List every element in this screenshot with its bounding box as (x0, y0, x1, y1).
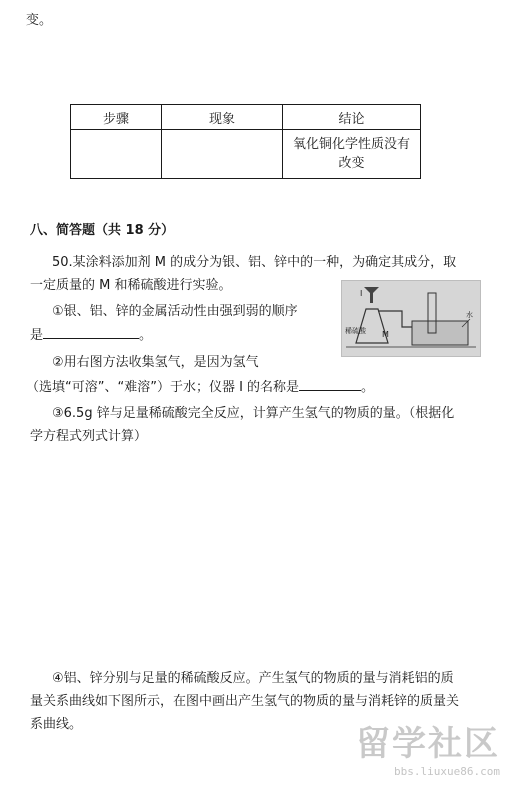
q50-part1-line1: ①银、铝、锌的金属活动性由强到弱的顺序 (52, 304, 298, 319)
apparatus-figure (341, 280, 481, 357)
q50-part2-text: （选填“可溶”、“难溶”）于水；仪器 I 的名称是 (26, 380, 300, 395)
q50-part2-line2 (26, 377, 374, 397)
label-water: 水 (466, 311, 473, 319)
apparatus-drawing (342, 281, 480, 356)
watermark (356, 716, 500, 778)
water-trough (412, 321, 468, 345)
header-conclusion: 结论 (283, 105, 421, 130)
label-i: I (360, 289, 363, 298)
q50-part4-line3: 系曲线。 (30, 717, 83, 732)
header-phenomenon: 现象 (162, 105, 283, 130)
conclusion-table (70, 104, 421, 179)
cell-conclusion-line2: 改变 (338, 156, 365, 171)
q50-part4-line2: 量关系曲线如下图所示，在图中画出产生氢气的物质的量与消耗锌的质量关 (30, 694, 460, 709)
q50-part4-line1: ④铝、锌分别与足量的稀硫酸反应。产生氢气的物质的量与消耗铝的质 (52, 671, 454, 686)
section-title: 八、简答题（共 18 分） (30, 223, 175, 238)
answer-blank-activity-order[interactable] (43, 325, 139, 339)
cell-phenomenon (162, 130, 283, 179)
q50-part1-suffix: 。 (139, 328, 153, 343)
label-m: M (382, 330, 389, 339)
table-row (71, 130, 421, 179)
table-header-row (71, 105, 421, 130)
q50-stem-line2: 一定质量的 M 和稀硫酸进行实验。 (30, 278, 232, 293)
cell-step (71, 130, 162, 179)
cell-conclusion-line1: 氧化铜化学性质没有 (292, 137, 410, 152)
header-step: 步骤 (71, 105, 162, 130)
funnel-top (364, 287, 379, 293)
label-dilute-acid: 稀硫酸 (345, 327, 366, 335)
q50-part3-line2: 学方程式列式计算） (30, 429, 148, 444)
q50-part3-line1: ③6.5g 锌与足量稀硫酸完全反应，计算产生氢气的物质的量。（根据化 (52, 406, 455, 421)
q50-stem-line1: 50.某涂料添加剂 M 的成分为银、铝、锌中的一种，为确定其成分，取 (52, 255, 457, 270)
q50-part1-prefix: 是 (30, 328, 44, 343)
answer-blank-instrument-name[interactable] (299, 377, 361, 391)
watermark-logo: 留学社区 (356, 724, 500, 764)
q50-part1-line2 (30, 325, 152, 345)
watermark-url: bbs.liuxue86.com (394, 765, 500, 778)
top-line: 变。 (26, 13, 53, 28)
q50-part2-line1: ②用右图方法收集氢气，是因为氢气 (52, 355, 259, 370)
q50-part2-suffix: 。 (361, 380, 375, 395)
cell-conclusion (283, 130, 421, 179)
